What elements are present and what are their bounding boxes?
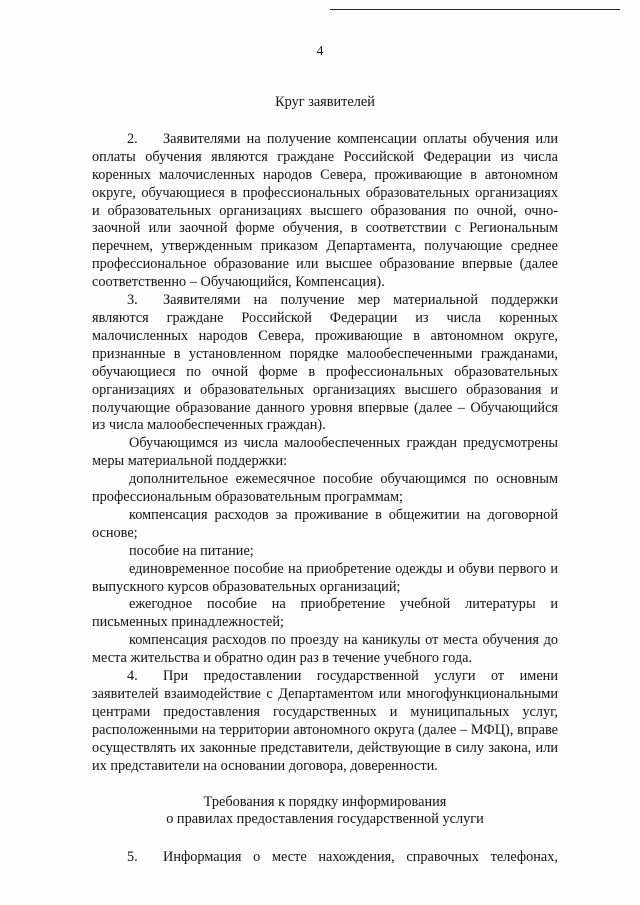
- support-item: единовременное пособие на приобретение одежды и обуви первого и выпускного курсов образовательных организаций;: [92, 560, 558, 595]
- support-item: компенсация расходов за проживание в общежитии на договорной основе;: [92, 506, 558, 541]
- paragraph-2: [92, 131, 558, 292]
- paragraph-4-number: 4.: [127, 668, 138, 685]
- support-item: пособие на питание;: [129, 542, 254, 559]
- support-item: компенсация расходов по проезду на каникулы от места обучения до места жительства и обратно один раз в течение учебного года.: [92, 632, 558, 667]
- top-rule-line: [330, 9, 620, 10]
- paragraph-3: [92, 292, 558, 435]
- heading-information-requirements: [92, 794, 558, 830]
- heading-information-line-2: о правилах предоставления государственной услуги: [166, 811, 484, 828]
- paragraph-2-text: Заявителями на получение компенсации оплаты обучения или оплаты обучения являются граждане Российской Федерации из числа коренных малочисленных народов Севера, проживающие в автономном округе, обучающиеся в профессиональных образовательных организациях и образовательных организациях высшего образования по очной, очно-заочной или заочной форме обучения, в соответствии с Региональным перечнем, утвержденным приказом Департамента, получающие среднее профессиональное образование или высшее образование впервые (далее соответственно – Обучающийся, Компенсация).: [92, 130, 558, 291]
- page-number: 4: [316, 44, 324, 59]
- paragraph-5-text: Информация о месте нахождения, справочных телефонах,: [163, 849, 558, 866]
- heading-applicants: Круг заявителей: [275, 94, 375, 110]
- paragraph-5-number: 5.: [127, 849, 138, 866]
- support-intro: Обучающимся из числа малообеспеченных граждан предусмотрены меры материальной поддержки:: [92, 435, 558, 470]
- paragraph-3-text: Заявителями на получение мер материальной поддержки являются граждане Российской Федерации из числа коренных малочисленных народов Севера, проживающие в автономном округе, признанные в установленном порядке малообеспеченными гражданами, обучающиеся по очной форме в профессиональных образовательных организациях и образовательных организациях высшего образования и получающие образование данного уровня впервые (далее – Обучающийся из числа малообеспеченных граждан).: [92, 292, 558, 434]
- support-item: дополнительное ежемесячное пособие обучающимся по основным профессиональным образовательным программам;: [92, 471, 558, 506]
- paragraph-4: [92, 668, 558, 775]
- heading-information-line-1: Требования к порядку информирования: [203, 793, 447, 810]
- paragraph-2-number: 2.: [127, 130, 138, 147]
- document-body: [92, 94, 558, 867]
- paragraph-4-text: При предоставлении государственной услуги от имени заявителей взаимодействие с Департаментом или многофункциональными центрами предоставления государственных и муниципальных услуг, расположенными на территории автономного округа (далее – МФЦ), вправе осуществлять их законные представители, действующие в силу закона, или их представители на основании договора, доверенности.: [92, 668, 558, 774]
- support-item: ежегодное пособие на приобретение учебной литературы и письменных принадлежностей;: [92, 596, 558, 631]
- paragraph-5: [92, 849, 558, 867]
- paragraph-3-number: 3.: [127, 292, 138, 309]
